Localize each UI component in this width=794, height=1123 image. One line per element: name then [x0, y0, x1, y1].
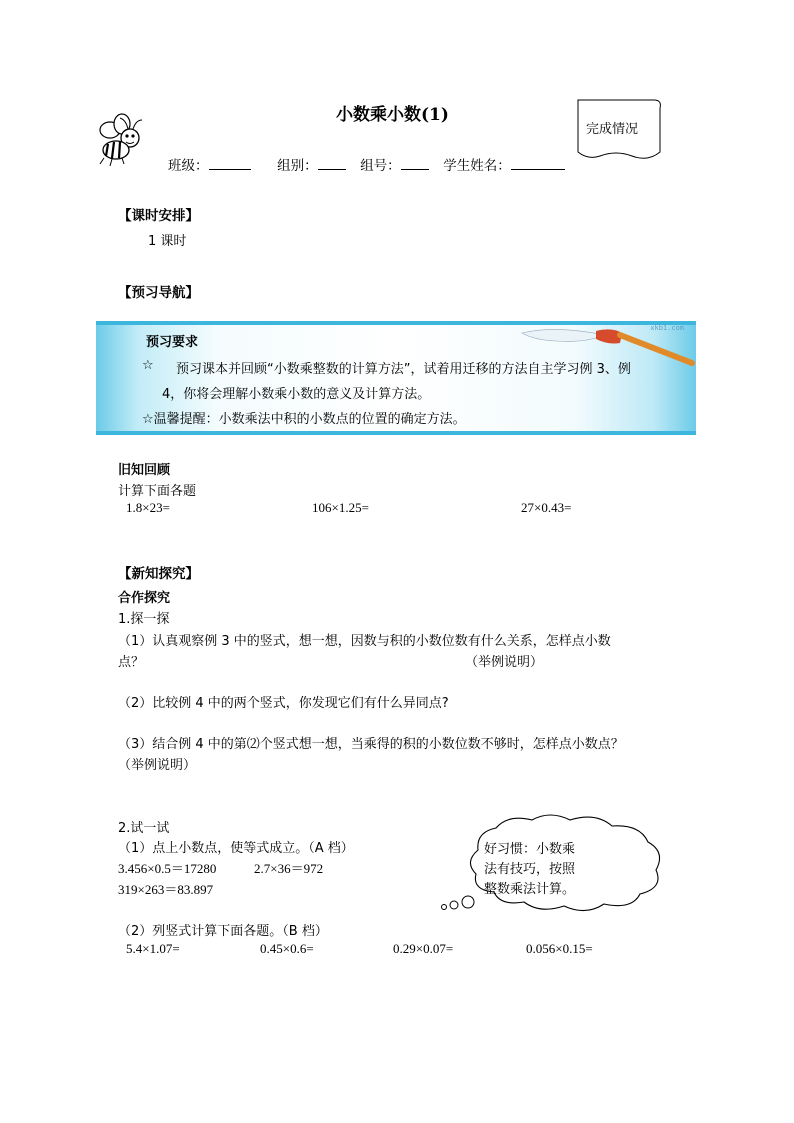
group-label: 组别： — [277, 158, 318, 174]
page-title: 小数乘小数(1) — [336, 105, 449, 125]
review-item: 106×1.25= — [312, 500, 369, 515]
try-2-item: 0.45×0.6= — [260, 941, 314, 956]
review-heading: 旧知回顾 — [118, 463, 171, 478]
try-title: 2.试一试 — [118, 821, 170, 836]
class-label: 班级： — [168, 158, 209, 174]
banner-watermark: xkb1.com — [650, 324, 684, 332]
question-3-line2: （举例说明） — [118, 758, 197, 773]
try-1-equation: 3.456×0.5＝17280 — [118, 861, 217, 876]
student-info-row — [168, 154, 565, 174]
try-2-item: 0.29×0.07= — [393, 941, 454, 956]
class-blank[interactable] — [209, 157, 251, 170]
group-blank[interactable] — [318, 157, 346, 170]
preview-requirement-line1: 预习课本并回顾“小数乘整数的计算方法”，试着用迁移的方法自主学习例 3、例 — [176, 362, 631, 377]
question-2: （2）比较例 4 中的两个竖式，你发现它们有什么异同点? — [118, 696, 449, 711]
review-item: 27×0.43= — [521, 500, 572, 515]
cloud-text-line1: 好习惯：小数乘 — [484, 842, 576, 857]
review-item: 1.8×23= — [126, 500, 170, 515]
status-box-label: 完成情况 — [586, 122, 639, 137]
try-2-item: 0.056×0.15= — [526, 941, 593, 956]
preview-tip: ☆温馨提醒：小数乘法中积的小数点的位置的确定方法。 — [142, 412, 466, 427]
try-1-equation: 2.7×36＝972 — [254, 861, 324, 876]
question-1-line2: 点？ — [118, 655, 145, 670]
preview-requirement-line2: 4，你将会理解小数乘小数的意义及计算方法。 — [162, 387, 431, 402]
preview-box-title: 预习要求 — [146, 335, 199, 350]
student-name-label: 学生姓名： — [443, 158, 511, 174]
question-1-line1: （1）认真观察例 3 中的竖式，想一想，因数与积的小数位数有什么关系，怎样点小数 — [118, 634, 611, 649]
schedule-heading: 【课时安排】 — [118, 208, 199, 224]
try-1-equation: 319×263＝83.897 — [118, 882, 214, 897]
cloud-text-line2: 法有技巧，按照 — [484, 862, 576, 877]
try-1-instruction: （1）点上小数点，使等式成立。（A 档） — [118, 841, 354, 856]
new-heading: 【新知探究】 — [118, 566, 199, 582]
preview-heading: 【预习导航】 — [118, 285, 199, 301]
review-instruction: 计算下面各题 — [118, 484, 197, 499]
student-name-blank[interactable] — [511, 157, 565, 170]
question-3-line1: （3）结合例 4 中的第⑵个竖式想一想，当乘得的积的小数位数不够时，怎样点小数点？ — [118, 737, 624, 752]
group-number-label: 组号： — [360, 158, 401, 174]
bee-icon — [90, 108, 152, 170]
schedule-content: 1 课时 — [148, 234, 187, 249]
group-number-blank[interactable] — [401, 157, 429, 170]
cloud-text-line3: 整数乘法计算。 — [484, 882, 576, 897]
cooperative-heading: 合作探究 — [118, 591, 171, 606]
try-2-item: 5.4×1.07= — [126, 941, 180, 956]
question-1-note: （举例说明） — [465, 655, 544, 670]
explore-title: 1.探一探 — [118, 612, 170, 627]
try-2-instruction: （2）列竖式计算下面各题。（B 档） — [118, 924, 328, 939]
star-icon: ☆ — [142, 358, 154, 373]
